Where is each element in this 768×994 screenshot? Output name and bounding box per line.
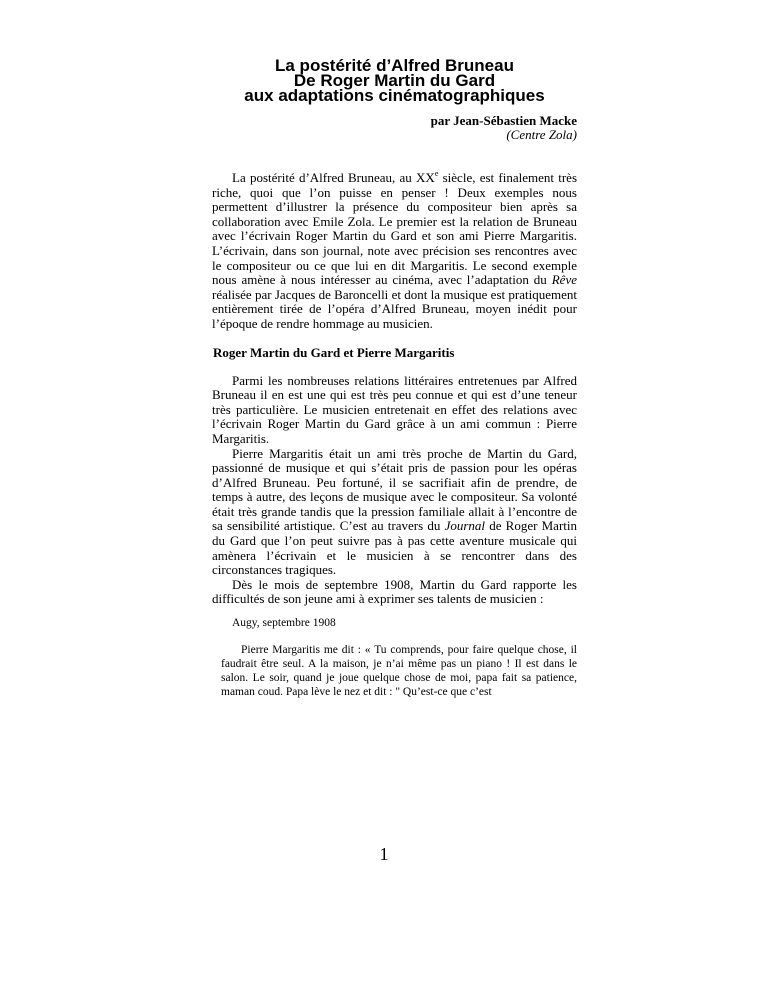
intro-paragraph: [212, 171, 577, 332]
intro-text-2: siècle, est finalement très riche, quoi que l’on puisse en penser ! Deux exemples nous permettent d’illustrer la présence du compositeur bien après sa collaboration avec Emile Zola. Le premier est la relation de Bruneau avec l’écrivain Roger Martin du Gard et son ami Pierre Margaritis. L’écrivain, dans son journal, note avec précision ses rencontres avec le compositeur ou ce que lui en dit Margaritis. Le second exemple nous amène à nous intéresser au cinéma, avec l’adaptation du: [212, 170, 578, 288]
author-affiliation: (Centre Zola): [506, 127, 577, 142]
intro-text-3: réalisée par Jacques de Baroncelli et dont la musique est pratiquement entièrement tirée de l’opéra d’Alfred Bruneau, moyen inédit pour l’époque de rendre hommage au musicien.: [212, 286, 577, 331]
quote-date: Augy, septembre 1908: [232, 617, 336, 630]
intro-text-1: La postérité d’Alfred Bruneau, au XX: [232, 170, 435, 185]
section-heading: Roger Martin du Gard et Pierre Margaritis: [213, 344, 455, 360]
page-number: 1: [379, 844, 389, 864]
title-line-3: aux adaptations cinématographiques: [244, 86, 545, 105]
byline: [212, 114, 577, 142]
article-title: [212, 58, 577, 103]
century-superscript: e: [434, 169, 439, 178]
journal-title: Journal: [444, 518, 486, 534]
para2-text-2: de Roger Martin du Gard que l’on peut suivre pas à pas cette aventure musicale qui amènera l’écrivain et le musicien à se rencontrer dans des circonstances tragiques.: [212, 518, 577, 578]
title-line-1: La postérité d’Alfred Bruneau: [275, 56, 514, 75]
title-line-2: De Roger Martin du Gard: [293, 71, 496, 90]
section-paragraph-3: Dès le mois de septembre 1908, Martin du Gard rapporte les difficultés de son jeune ami à exprimer ses talents de musicien :: [212, 576, 577, 607]
author-name: par Jean-Sébastien Macke: [430, 113, 577, 128]
page-content: [212, 58, 577, 699]
section-paragraph-2: [212, 447, 577, 578]
para2-text-1: Pierre Margaritis était un ami très proche de Martin du Gard, passionné de musique et qui s’était pris de passion pour les opéras d’Alfred Bruneau. Peu fortuné, il se sacrifiait afin de prendre, de temps à autre, des leçons de musique avec le compositeur. Sa volonté était très grande tandis que la pression familiale allait à l’encontre de sa sensibilité artistique. C’est au travers du: [212, 445, 577, 534]
block-quote: Pierre Margaritis me dit : « Tu comprends, pour faire quelque chose, il faudrait être seul. A la maison, je n’ai même pas un piano ! Il est dans le salon. Le soir, quand je joue quelque chose de moi, papa fait sa patience, maman coud. Papa lève le nez et dit : " Qu’est-ce que c’est: [221, 644, 577, 699]
section-paragraph-1: Parmi les nombreuses relations littéraires entretenues par Alfred Bruneau il en est une qui est très peu connue et qui est d’une teneur très particulière. Le musicien entretenait en effet des relations avec l’écrivain Roger Martin du Gard grâce à un ami commun : Pierre Margaritis.: [212, 372, 577, 446]
intro-work-title: Rêve: [551, 272, 577, 288]
